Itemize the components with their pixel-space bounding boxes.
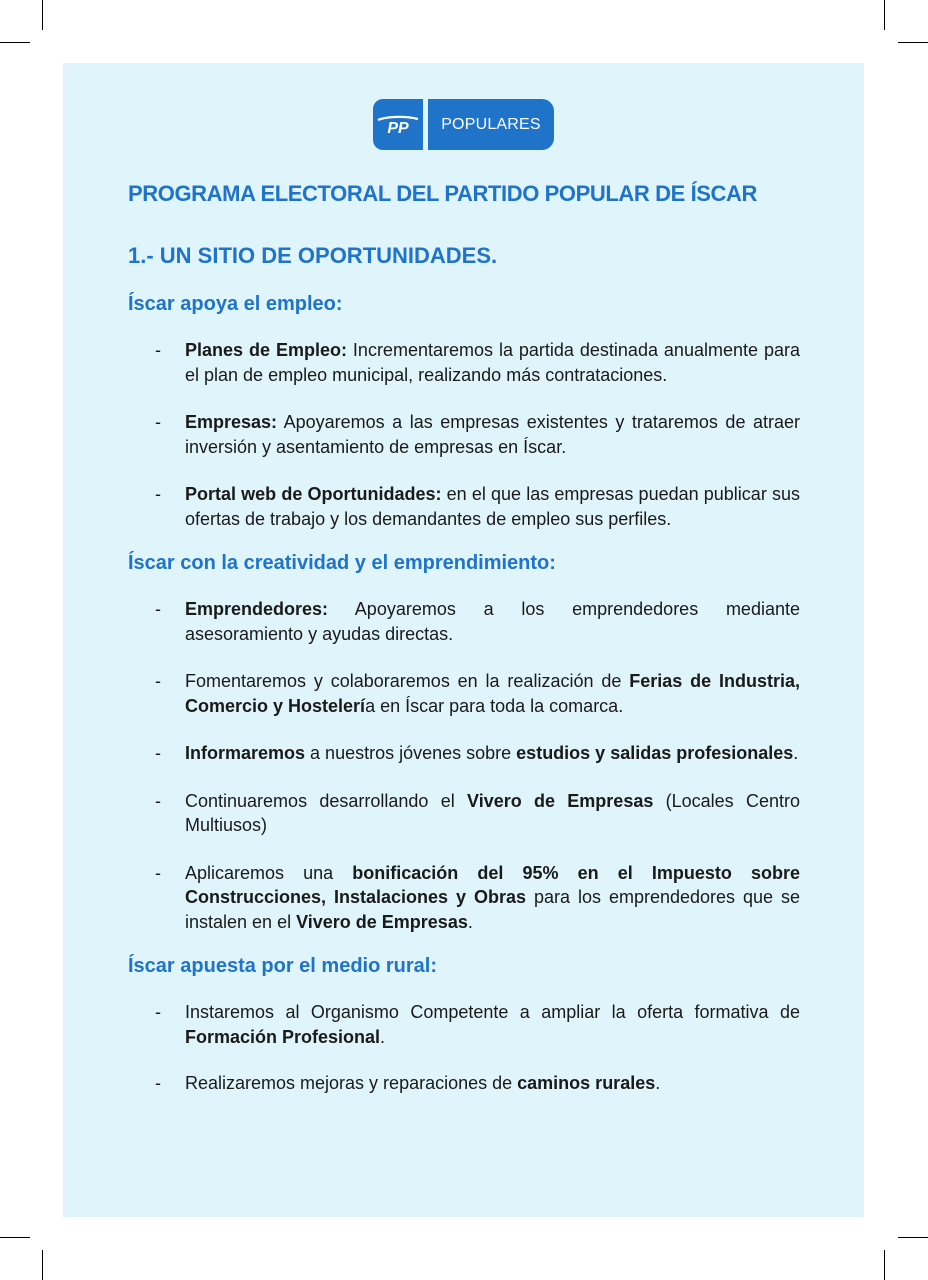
logo-wordmark: POPULARES [428,99,554,150]
dash-bullet: - [155,484,161,504]
list-item [128,410,800,459]
item-text: Apoyaremos a los emprendedores mediante asesoramiento y ayudas directas. [185,599,800,644]
item-text: Continuaremos desarrollando el [185,790,468,811]
section-title: 1.- UN SITIO DE OPORTUNIDADES. [128,243,498,268]
document-title: PROGRAMA ELECTORAL DEL PARTIDO POPULAR DE ÍSCAR [128,181,758,206]
item-text: Realizaremos mejoras y reparaciones de [185,1073,518,1093]
rural-list [128,1000,800,1096]
item-text: a en Íscar para toda la comarca. [365,695,624,716]
item-label: Planes de Empleo: [185,340,347,360]
item-label: Empresas: [185,412,278,432]
list-item [128,669,800,718]
party-logo [373,99,554,150]
dash-bullet: - [155,671,161,691]
list-item [128,1071,800,1096]
item-text: para los emprendedores que se instalen en el [185,887,800,932]
crop-mark [0,1237,30,1238]
crop-mark [42,0,43,30]
crop-mark [42,1250,43,1280]
dash-bullet: - [155,599,161,619]
crop-mark [898,1237,928,1238]
employment-list [128,338,800,531]
dash-bullet: - [155,1002,161,1022]
dash-bullet: - [155,743,161,763]
list-item [128,338,800,387]
item-label: Portal web de Oportunidades: [185,484,442,504]
item-text: . [467,911,473,932]
list-item [128,741,800,766]
item-text: . [655,1073,661,1093]
crop-mark [884,1250,885,1280]
list-item [128,597,800,646]
item-highlight: Vivero de Empresas [296,911,468,932]
item-highlight: caminos rurales [517,1073,656,1093]
crop-mark [884,0,885,30]
subsection-title-employment: Íscar apoya el empleo: [128,293,343,315]
dash-bullet: - [155,862,161,883]
item-text: Incrementaremos la partida destinada anualmente para el plan de empleo municipal, realizando más contrataciones. [185,340,800,385]
item-text: Apoyaremos a las empresas existentes y trataremos de atraer inversión y asentamiento de empresas en Íscar. [185,412,800,457]
item-highlight: Formación Profesional [185,1026,381,1047]
item-text: . [380,1026,386,1047]
entrepreneurship-list [128,597,800,934]
item-text: . [793,743,799,763]
item-text: Fomentaremos y colaboraremos en la realización de [185,671,630,691]
document-body [128,178,800,1118]
logo-mark-text: PP [387,119,409,136]
item-text: Instaremos al Organismo Competente a ampliar la oferta formativa de [185,1002,800,1022]
crop-mark [898,42,928,43]
dash-bullet: - [155,790,161,811]
item-text: Aplicaremos una [185,862,353,883]
item-text: a nuestros jóvenes sobre [305,743,517,763]
item-highlight: Ferias de Industria, Comercio y Hostelerí [185,671,800,716]
dash-bullet: - [155,340,161,360]
item-text: en el que las empresas puedan publicar sus ofertas de trabajo y los demandantes de empleo sus perfiles. [185,484,800,529]
item-highlight: bonificación del 95% en el Impuesto sobre Construcciones, Instalaciones y Obras [185,862,800,907]
item-highlight: Informaremos [185,743,306,763]
dash-bullet: - [155,412,161,432]
pp-logo-icon [373,99,423,150]
subsection-title-entrepreneurship: Íscar con la creatividad y el emprendimiento: [128,552,556,574]
subsection-title-rural: Íscar apuesta por el medio rural: [128,955,437,977]
dash-bullet: - [155,1073,161,1093]
list-item [128,1000,800,1049]
item-label: Emprendedores: [185,599,329,619]
item-highlight: Vivero de Empresas [467,790,654,811]
list-item [128,789,800,838]
list-item [128,861,800,935]
crop-mark [0,42,30,43]
list-item [128,482,800,531]
item-text: (Locales Centro Multiusos) [185,790,800,835]
item-highlight: estudios y salidas profesionales [516,743,794,763]
